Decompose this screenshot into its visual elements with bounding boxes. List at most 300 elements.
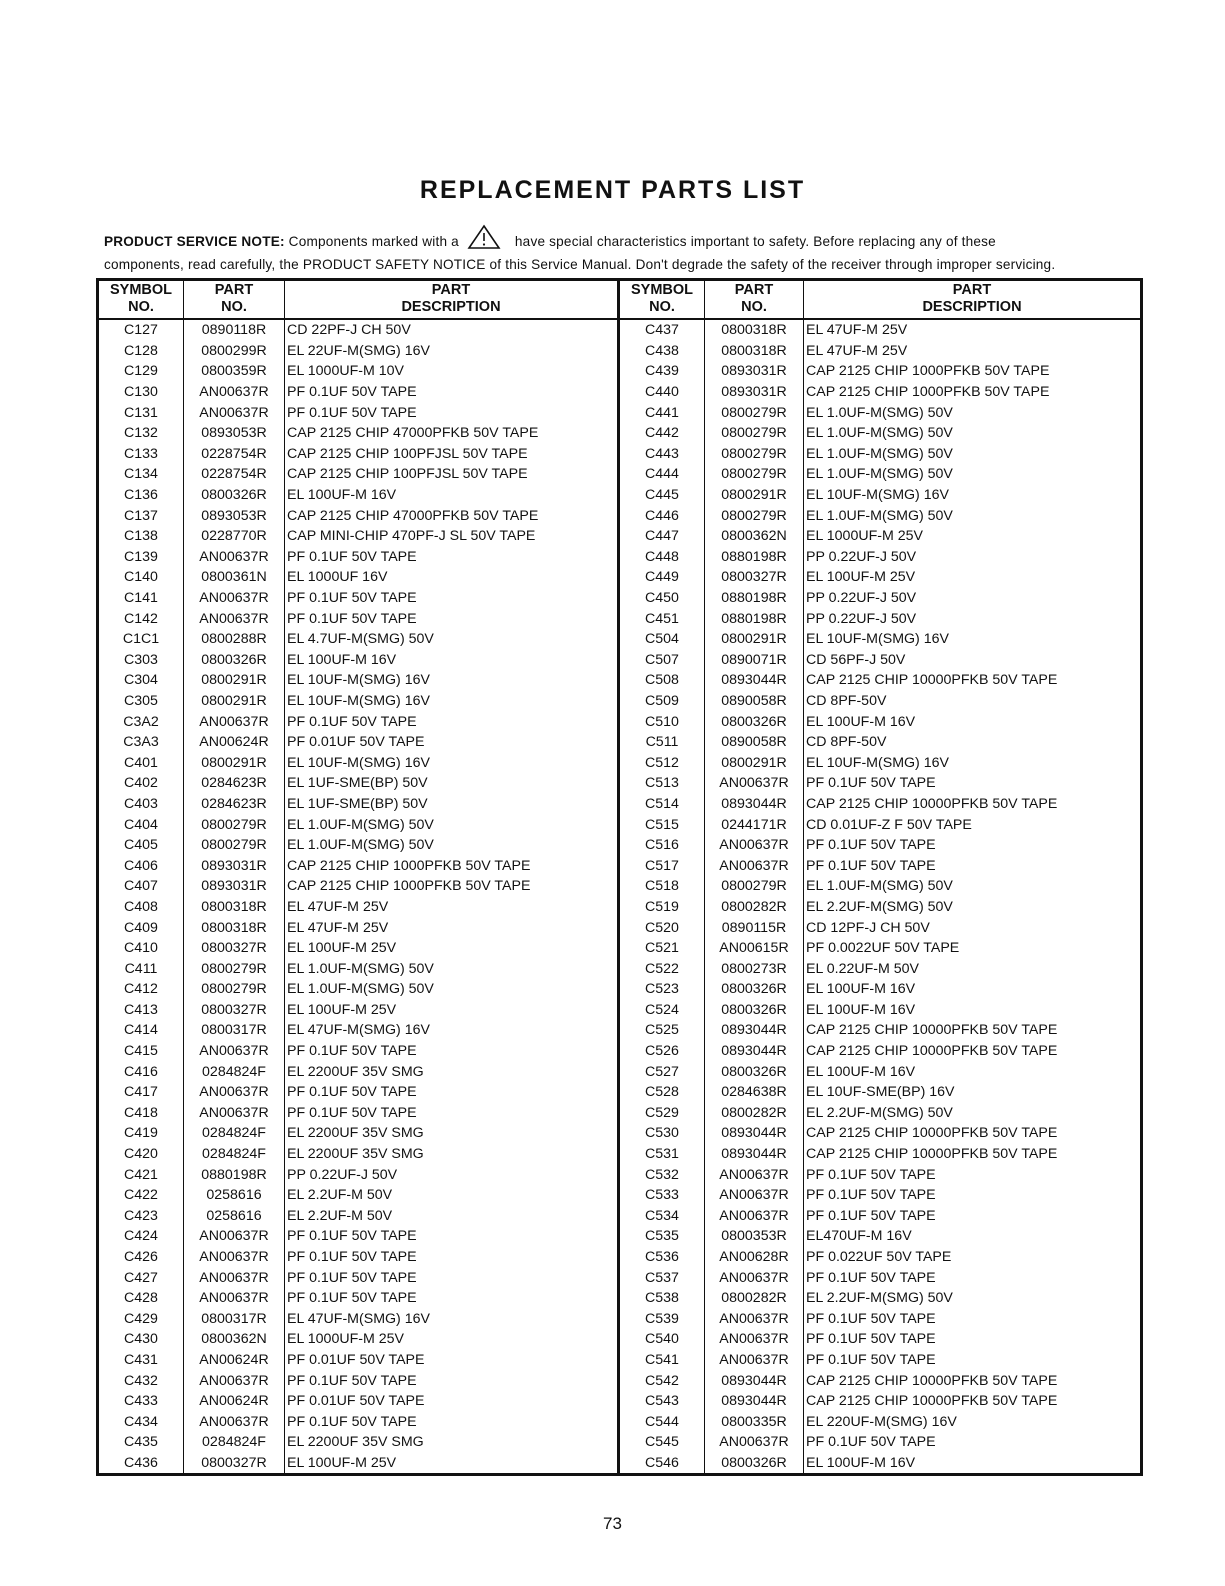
- left-description-cell: EL 2200UF 35V SMG: [285, 1123, 619, 1144]
- right-part-no-cell: 0893044R: [705, 1123, 804, 1144]
- note-text-after-icon: have special characteristics important to safety. Before replacing any of these: [514, 234, 996, 249]
- right-part-no-cell: AN00637R: [705, 1329, 804, 1350]
- right-symbol-cell: C443: [619, 444, 705, 465]
- right-part-no-cell: 0800291R: [705, 629, 804, 650]
- left-description-cell: CAP 2125 CHIP 47000PFKB 50V TAPE: [285, 423, 619, 444]
- right-description-cell: EL 100UF-M 16V: [804, 1061, 1142, 1082]
- left-description-cell: EL 1000UF-M 10V: [285, 361, 619, 382]
- left-description-cell: PF 0.1UF 50V TAPE: [285, 608, 619, 629]
- left-part-no-cell: 0893031R: [184, 876, 285, 897]
- left-part-no-cell: AN00624R: [184, 732, 285, 753]
- left-part-no-cell: 0800359R: [184, 361, 285, 382]
- right-symbol-cell: C514: [619, 794, 705, 815]
- left-part-no-cell: 0890118R: [184, 319, 285, 341]
- right-part-no-cell: 0800279R: [705, 402, 804, 423]
- left-part-no-cell: 0880198R: [184, 1164, 285, 1185]
- table-row: [98, 1370, 1142, 1391]
- left-symbol-cell: C428: [124, 1290, 158, 1307]
- parts-table: [96, 278, 1143, 1476]
- left-description-cell: PP 0.22UF-J 50V: [285, 1164, 619, 1185]
- left-symbol-cell: C417: [124, 1084, 158, 1101]
- right-part-no-cell: AN00637R: [705, 1309, 804, 1330]
- left-symbol-cell: C403: [124, 795, 158, 812]
- left-part-no-cell: 0893053R: [184, 505, 285, 526]
- left-description-cell: EL 22UF-M(SMG) 16V: [285, 341, 619, 362]
- left-part-no-cell: 0800327R: [184, 1000, 285, 1021]
- left-part-no-cell: 0284623R: [184, 794, 285, 815]
- right-part-no-cell: 0800291R: [705, 752, 804, 773]
- left-description-cell: EL 47UF-M 25V: [285, 917, 619, 938]
- left-symbol-cell: C411: [124, 960, 158, 977]
- table-row: [98, 1226, 1142, 1247]
- left-description-cell: EL 10UF-M(SMG) 16V: [285, 670, 619, 691]
- right-description-cell: PF 0.1UF 50V TAPE: [804, 855, 1142, 876]
- table-row: [98, 650, 1142, 671]
- left-symbol-cell: C426: [124, 1249, 158, 1266]
- left-description-cell: EL 2200UF 35V SMG: [285, 1432, 619, 1453]
- right-description-cell: PP 0.22UF-J 50V: [804, 608, 1142, 629]
- right-part-no-cell: 0893031R: [705, 361, 804, 382]
- left-description-cell: PF 0.1UF 50V TAPE: [285, 588, 619, 609]
- right-part-no-cell: 0893044R: [705, 1144, 804, 1165]
- table-row: [98, 608, 1142, 629]
- right-symbol-cell: C448: [619, 547, 705, 568]
- left-symbol-cell: C413: [124, 1001, 158, 1018]
- right-description-cell: PF 0.1UF 50V TAPE: [804, 1164, 1142, 1185]
- right-part-no-cell: 0800326R: [705, 979, 804, 1000]
- table-row: [98, 691, 1142, 712]
- left-part-no-cell: 0893053R: [184, 423, 285, 444]
- header-description-left: PART DESCRIPTION: [285, 280, 619, 320]
- left-symbol-cell: C3A2: [123, 713, 159, 730]
- left-part-no-cell: AN00637R: [184, 1082, 285, 1103]
- right-symbol-cell: C438: [619, 341, 705, 362]
- left-symbol-cell: C414: [124, 1022, 158, 1039]
- right-symbol-cell: C532: [619, 1164, 705, 1185]
- right-description-cell: EL 1.0UF-M(SMG) 50V: [804, 876, 1142, 897]
- right-symbol-cell: C518: [619, 876, 705, 897]
- right-part-no-cell: 0893044R: [705, 1370, 804, 1391]
- left-part-no-cell: 0800326R: [184, 650, 285, 671]
- left-symbol-cell: C131: [124, 404, 158, 421]
- left-symbol-cell: C422: [124, 1187, 158, 1204]
- table-row: [98, 1164, 1142, 1185]
- left-part-no-cell: 0800299R: [184, 341, 285, 362]
- right-symbol-cell: C451: [619, 608, 705, 629]
- left-part-no-cell: 0800279R: [184, 835, 285, 856]
- left-description-cell: EL 1000UF-M 25V: [285, 1329, 619, 1350]
- left-symbol-cell: C427: [124, 1269, 158, 1286]
- right-part-no-cell: 0893044R: [705, 1391, 804, 1412]
- right-symbol-cell: C444: [619, 464, 705, 485]
- right-part-no-cell: 0800279R: [705, 423, 804, 444]
- header-part-no-right: PART NO.: [705, 280, 804, 320]
- left-part-no-cell: 0800327R: [184, 1453, 285, 1475]
- left-symbol-cell: C141: [124, 590, 158, 607]
- product-service-note: [104, 224, 1124, 274]
- left-symbol-cell: C429: [124, 1310, 158, 1327]
- left-part-no-cell: 0800317R: [184, 1309, 285, 1330]
- right-description-cell: PF 0.1UF 50V TAPE: [804, 1432, 1142, 1453]
- right-symbol-cell: C527: [619, 1061, 705, 1082]
- right-symbol-cell: C520: [619, 917, 705, 938]
- left-description-cell: PF 0.1UF 50V TAPE: [285, 1267, 619, 1288]
- right-symbol-cell: C507: [619, 650, 705, 671]
- table-row: [98, 1206, 1142, 1227]
- right-symbol-cell: C536: [619, 1247, 705, 1268]
- table-row: [98, 1000, 1142, 1021]
- right-symbol-cell: C524: [619, 1000, 705, 1021]
- left-part-no-cell: AN00637R: [184, 1370, 285, 1391]
- right-description-cell: EL 1.0UF-M(SMG) 50V: [804, 444, 1142, 465]
- table-row: [98, 835, 1142, 856]
- right-description-cell: PF 0.1UF 50V TAPE: [804, 1350, 1142, 1371]
- left-symbol-cell: C433: [124, 1393, 158, 1410]
- table-row: [98, 1411, 1142, 1432]
- left-part-no-cell: AN00637R: [184, 402, 285, 423]
- right-part-no-cell: 0800335R: [705, 1411, 804, 1432]
- right-description-cell: CAP 2125 CHIP 10000PFKB 50V TAPE: [804, 1123, 1142, 1144]
- left-part-no-cell: AN00624R: [184, 1350, 285, 1371]
- left-description-cell: PF 0.1UF 50V TAPE: [285, 1041, 619, 1062]
- right-symbol-cell: C516: [619, 835, 705, 856]
- left-part-no-cell: 0800279R: [184, 979, 285, 1000]
- table-row: [98, 897, 1142, 918]
- left-part-no-cell: AN00637R: [184, 711, 285, 732]
- left-description-cell: PF 0.1UF 50V TAPE: [285, 1103, 619, 1124]
- left-description-cell: CAP 2125 CHIP 1000PFKB 50V TAPE: [285, 855, 619, 876]
- table-row: [98, 711, 1142, 732]
- left-symbol-cell: C401: [124, 754, 158, 771]
- left-part-no-cell: 0893031R: [184, 855, 285, 876]
- left-description-cell: EL 47UF-M 25V: [285, 897, 619, 918]
- right-part-no-cell: 0800318R: [705, 341, 804, 362]
- right-description-cell: EL 47UF-M 25V: [804, 319, 1142, 341]
- right-description-cell: EL 100UF-M 16V: [804, 1000, 1142, 1021]
- left-description-cell: EL 2.2UF-M 50V: [285, 1206, 619, 1227]
- right-symbol-cell: C535: [619, 1226, 705, 1247]
- left-symbol-cell: C304: [124, 672, 158, 689]
- left-part-no-cell: 0800288R: [184, 629, 285, 650]
- right-description-cell: CD 8PF-50V: [804, 732, 1142, 753]
- left-part-no-cell: AN00637R: [184, 382, 285, 403]
- table-row: [98, 732, 1142, 753]
- left-part-no-cell: 0800279R: [184, 958, 285, 979]
- left-part-no-cell: 0800362N: [184, 1329, 285, 1350]
- right-part-no-cell: 0890071R: [705, 650, 804, 671]
- right-part-no-cell: AN00637R: [705, 1350, 804, 1371]
- left-part-no-cell: AN00624R: [184, 1391, 285, 1412]
- right-description-cell: CAP 2125 CHIP 1000PFKB 50V TAPE: [804, 361, 1142, 382]
- left-description-cell: PF 0.1UF 50V TAPE: [285, 1226, 619, 1247]
- right-part-no-cell: 0893044R: [705, 794, 804, 815]
- table-row: [98, 444, 1142, 465]
- right-symbol-cell: C522: [619, 958, 705, 979]
- table-row: [98, 773, 1142, 794]
- table-row: [98, 1061, 1142, 1082]
- right-part-no-cell: 0244171R: [705, 814, 804, 835]
- left-part-no-cell: AN00637R: [184, 608, 285, 629]
- right-symbol-cell: C545: [619, 1432, 705, 1453]
- right-part-no-cell: 0880198R: [705, 608, 804, 629]
- left-part-no-cell: 0800291R: [184, 670, 285, 691]
- right-part-no-cell: 0893044R: [705, 1020, 804, 1041]
- right-description-cell: PF 0.1UF 50V TAPE: [804, 1206, 1142, 1227]
- right-description-cell: EL 100UF-M 16V: [804, 711, 1142, 732]
- right-description-cell: CD 8PF-50V: [804, 691, 1142, 712]
- note-line-2: components, read carefully, the PRODUCT SAFETY NOTICE of this Service Manual. Don't degrade the safety of the receiver through improper servicing.: [104, 257, 1056, 272]
- right-symbol-cell: C528: [619, 1082, 705, 1103]
- left-description-cell: EL 100UF-M 16V: [285, 485, 619, 506]
- left-description-cell: PF 0.1UF 50V TAPE: [285, 1082, 619, 1103]
- right-symbol-cell: C534: [619, 1206, 705, 1227]
- right-symbol-cell: C511: [619, 732, 705, 753]
- right-part-no-cell: 0800282R: [705, 897, 804, 918]
- right-description-cell: EL 10UF-M(SMG) 16V: [804, 752, 1142, 773]
- left-symbol-cell: C128: [124, 342, 158, 359]
- left-description-cell: EL 1.0UF-M(SMG) 50V: [285, 958, 619, 979]
- table-row: [98, 1041, 1142, 1062]
- left-symbol-cell: C420: [124, 1146, 158, 1163]
- left-symbol-cell: C137: [124, 507, 158, 524]
- left-description-cell: CAP 2125 CHIP 47000PFKB 50V TAPE: [285, 505, 619, 526]
- left-description-cell: EL 1.0UF-M(SMG) 50V: [285, 814, 619, 835]
- right-part-no-cell: AN00637R: [705, 1164, 804, 1185]
- table-row: [98, 505, 1142, 526]
- left-symbol-cell: C432: [124, 1372, 158, 1389]
- right-symbol-cell: C449: [619, 567, 705, 588]
- left-description-cell: CAP MINI-CHIP 470PF-J SL 50V TAPE: [285, 526, 619, 547]
- left-description-cell: EL 100UF-M 25V: [285, 1453, 619, 1475]
- left-part-no-cell: 0258616: [184, 1185, 285, 1206]
- left-symbol-cell: C434: [124, 1413, 158, 1430]
- right-symbol-cell: C542: [619, 1370, 705, 1391]
- right-part-no-cell: 0800327R: [705, 567, 804, 588]
- table-row: [98, 917, 1142, 938]
- left-part-no-cell: 0800361N: [184, 567, 285, 588]
- right-part-no-cell: 0800273R: [705, 958, 804, 979]
- table-header-row: [98, 280, 1142, 320]
- right-symbol-cell: C523: [619, 979, 705, 1000]
- right-symbol-cell: C519: [619, 897, 705, 918]
- right-part-no-cell: 0800279R: [705, 464, 804, 485]
- table-row: [98, 547, 1142, 568]
- right-part-no-cell: 0800282R: [705, 1288, 804, 1309]
- right-symbol-cell: C508: [619, 670, 705, 691]
- table-row: [98, 1185, 1142, 1206]
- left-symbol-cell: C1C1: [122, 631, 160, 648]
- right-part-no-cell: 0880198R: [705, 547, 804, 568]
- left-description-cell: PF 0.1UF 50V TAPE: [285, 1288, 619, 1309]
- right-symbol-cell: C544: [619, 1411, 705, 1432]
- left-description-cell: EL 1UF-SME(BP) 50V: [285, 794, 619, 815]
- right-description-cell: PF 0.1UF 50V TAPE: [804, 773, 1142, 794]
- header-description-right: PART DESCRIPTION: [804, 280, 1142, 320]
- right-symbol-cell: C512: [619, 752, 705, 773]
- right-description-cell: EL 100UF-M 16V: [804, 979, 1142, 1000]
- right-description-cell: EL 1000UF-M 25V: [804, 526, 1142, 547]
- left-symbol-cell: C133: [124, 445, 158, 462]
- right-symbol-cell: C531: [619, 1144, 705, 1165]
- table-row: [98, 1350, 1142, 1371]
- left-description-cell: EL 100UF-M 16V: [285, 650, 619, 671]
- right-symbol-cell: C526: [619, 1041, 705, 1062]
- right-description-cell: CAP 2125 CHIP 10000PFKB 50V TAPE: [804, 670, 1142, 691]
- left-description-cell: EL 10UF-M(SMG) 16V: [285, 752, 619, 773]
- left-symbol-cell: C410: [124, 940, 158, 957]
- right-symbol-cell: C530: [619, 1123, 705, 1144]
- left-description-cell: EL 2200UF 35V SMG: [285, 1144, 619, 1165]
- left-symbol-cell: C407: [124, 878, 158, 895]
- left-symbol-cell: C435: [124, 1434, 158, 1451]
- left-symbol-cell: C303: [124, 651, 158, 668]
- left-part-no-cell: 0800279R: [184, 814, 285, 835]
- left-part-no-cell: AN00637R: [184, 588, 285, 609]
- right-description-cell: PF 0.022UF 50V TAPE: [804, 1247, 1142, 1268]
- right-part-no-cell: 0800318R: [705, 319, 804, 341]
- left-symbol-cell: C431: [124, 1351, 158, 1368]
- left-description-cell: CD 22PF-J CH 50V: [285, 319, 619, 341]
- left-symbol-cell: C412: [124, 981, 158, 998]
- left-part-no-cell: 0284824F: [184, 1061, 285, 1082]
- left-part-no-cell: 0800327R: [184, 938, 285, 959]
- right-part-no-cell: AN00637R: [705, 855, 804, 876]
- right-description-cell: EL 1.0UF-M(SMG) 50V: [804, 423, 1142, 444]
- table-row: [98, 361, 1142, 382]
- right-description-cell: CAP 2125 CHIP 10000PFKB 50V TAPE: [804, 794, 1142, 815]
- right-part-no-cell: AN00615R: [705, 938, 804, 959]
- right-description-cell: PF 0.1UF 50V TAPE: [804, 1309, 1142, 1330]
- table-row: [98, 1432, 1142, 1453]
- left-description-cell: PF 0.01UF 50V TAPE: [285, 1350, 619, 1371]
- left-description-cell: EL 1.0UF-M(SMG) 50V: [285, 979, 619, 1000]
- right-description-cell: EL 100UF-M 25V: [804, 567, 1142, 588]
- left-symbol-cell: C142: [124, 610, 158, 627]
- right-part-no-cell: 0800279R: [705, 444, 804, 465]
- table-row: [98, 319, 1142, 341]
- left-description-cell: PF 0.1UF 50V TAPE: [285, 382, 619, 403]
- right-part-no-cell: 0800282R: [705, 1103, 804, 1124]
- left-description-cell: EL 100UF-M 25V: [285, 1000, 619, 1021]
- right-part-no-cell: 0890058R: [705, 691, 804, 712]
- left-part-no-cell: AN00637R: [184, 1411, 285, 1432]
- table-row: [98, 1247, 1142, 1268]
- right-symbol-cell: C441: [619, 402, 705, 423]
- left-part-no-cell: 0800318R: [184, 897, 285, 918]
- right-part-no-cell: 0800326R: [705, 711, 804, 732]
- right-symbol-cell: C450: [619, 588, 705, 609]
- right-description-cell: EL 1.0UF-M(SMG) 50V: [804, 402, 1142, 423]
- left-description-cell: EL 1000UF 16V: [285, 567, 619, 588]
- table-row: [98, 382, 1142, 403]
- right-description-cell: EL 2.2UF-M(SMG) 50V: [804, 1288, 1142, 1309]
- right-symbol-cell: C543: [619, 1391, 705, 1412]
- right-description-cell: CAP 2125 CHIP 10000PFKB 50V TAPE: [804, 1370, 1142, 1391]
- right-description-cell: EL 1.0UF-M(SMG) 50V: [804, 505, 1142, 526]
- left-symbol-cell: C140: [124, 569, 158, 586]
- right-part-no-cell: 0800353R: [705, 1226, 804, 1247]
- left-description-cell: PF 0.01UF 50V TAPE: [285, 732, 619, 753]
- right-part-no-cell: 0800362N: [705, 526, 804, 547]
- header-part-no-left: PART NO.: [184, 280, 285, 320]
- table-row: [98, 794, 1142, 815]
- right-description-cell: EL 10UF-SME(BP) 16V: [804, 1082, 1142, 1103]
- left-symbol-cell: C138: [124, 528, 158, 545]
- right-description-cell: CAP 2125 CHIP 10000PFKB 50V TAPE: [804, 1041, 1142, 1062]
- right-symbol-cell: C541: [619, 1350, 705, 1371]
- right-description-cell: EL 10UF-M(SMG) 16V: [804, 485, 1142, 506]
- left-symbol-cell: C405: [124, 837, 158, 854]
- right-description-cell: PF 0.1UF 50V TAPE: [804, 1267, 1142, 1288]
- right-symbol-cell: C440: [619, 382, 705, 403]
- right-part-no-cell: AN00637R: [705, 835, 804, 856]
- table-row: [98, 979, 1142, 1000]
- left-description-cell: EL 4.7UF-M(SMG) 50V: [285, 629, 619, 650]
- table-row: [98, 855, 1142, 876]
- left-description-cell: PF 0.1UF 50V TAPE: [285, 402, 619, 423]
- right-symbol-cell: C529: [619, 1103, 705, 1124]
- table-row: [98, 423, 1142, 444]
- right-description-cell: CAP 2125 CHIP 10000PFKB 50V TAPE: [804, 1391, 1142, 1412]
- right-symbol-cell: C446: [619, 505, 705, 526]
- right-description-cell: PP 0.22UF-J 50V: [804, 588, 1142, 609]
- right-part-no-cell: 0800291R: [705, 485, 804, 506]
- left-description-cell: CAP 2125 CHIP 100PFJSL 50V TAPE: [285, 464, 619, 485]
- table-row: [98, 588, 1142, 609]
- right-description-cell: CD 56PF-J 50V: [804, 650, 1142, 671]
- right-symbol-cell: C521: [619, 938, 705, 959]
- right-part-no-cell: 0893044R: [705, 1041, 804, 1062]
- left-symbol-cell: C423: [124, 1207, 158, 1224]
- left-symbol-cell: C419: [124, 1125, 158, 1142]
- left-description-cell: EL 2200UF 35V SMG: [285, 1061, 619, 1082]
- left-symbol-cell: C415: [124, 1043, 158, 1060]
- right-description-cell: EL 1.0UF-M(SMG) 50V: [804, 464, 1142, 485]
- table-row: [98, 485, 1142, 506]
- right-symbol-cell: C538: [619, 1288, 705, 1309]
- table-row: [98, 1288, 1142, 1309]
- left-part-no-cell: AN00637R: [184, 1288, 285, 1309]
- right-description-cell: EL 220UF-M(SMG) 16V: [804, 1411, 1142, 1432]
- right-symbol-cell: C513: [619, 773, 705, 794]
- left-part-no-cell: 0800317R: [184, 1020, 285, 1041]
- table-row: [98, 670, 1142, 691]
- right-symbol-cell: C509: [619, 691, 705, 712]
- table-row: [98, 1309, 1142, 1330]
- left-description-cell: PF 0.1UF 50V TAPE: [285, 547, 619, 568]
- left-symbol-cell: C418: [124, 1104, 158, 1121]
- table-row: [98, 1453, 1142, 1475]
- left-part-no-cell: 0800326R: [184, 485, 285, 506]
- right-symbol-cell: C504: [619, 629, 705, 650]
- left-description-cell: EL 47UF-M(SMG) 16V: [285, 1309, 619, 1330]
- table-row: [98, 464, 1142, 485]
- left-description-cell: EL 1.0UF-M(SMG) 50V: [285, 835, 619, 856]
- table-row: [98, 526, 1142, 547]
- right-symbol-cell: C537: [619, 1267, 705, 1288]
- right-part-no-cell: AN00637R: [705, 1185, 804, 1206]
- table-row: [98, 958, 1142, 979]
- right-part-no-cell: AN00637R: [705, 1267, 804, 1288]
- left-symbol-cell: C130: [124, 384, 158, 401]
- table-row: [98, 876, 1142, 897]
- table-row: [98, 1020, 1142, 1041]
- right-description-cell: EL 2.2UF-M(SMG) 50V: [804, 897, 1142, 918]
- left-description-cell: CAP 2125 CHIP 1000PFKB 50V TAPE: [285, 876, 619, 897]
- left-part-no-cell: AN00637R: [184, 1041, 285, 1062]
- left-description-cell: PF 0.01UF 50V TAPE: [285, 1391, 619, 1412]
- table-row: [98, 1267, 1142, 1288]
